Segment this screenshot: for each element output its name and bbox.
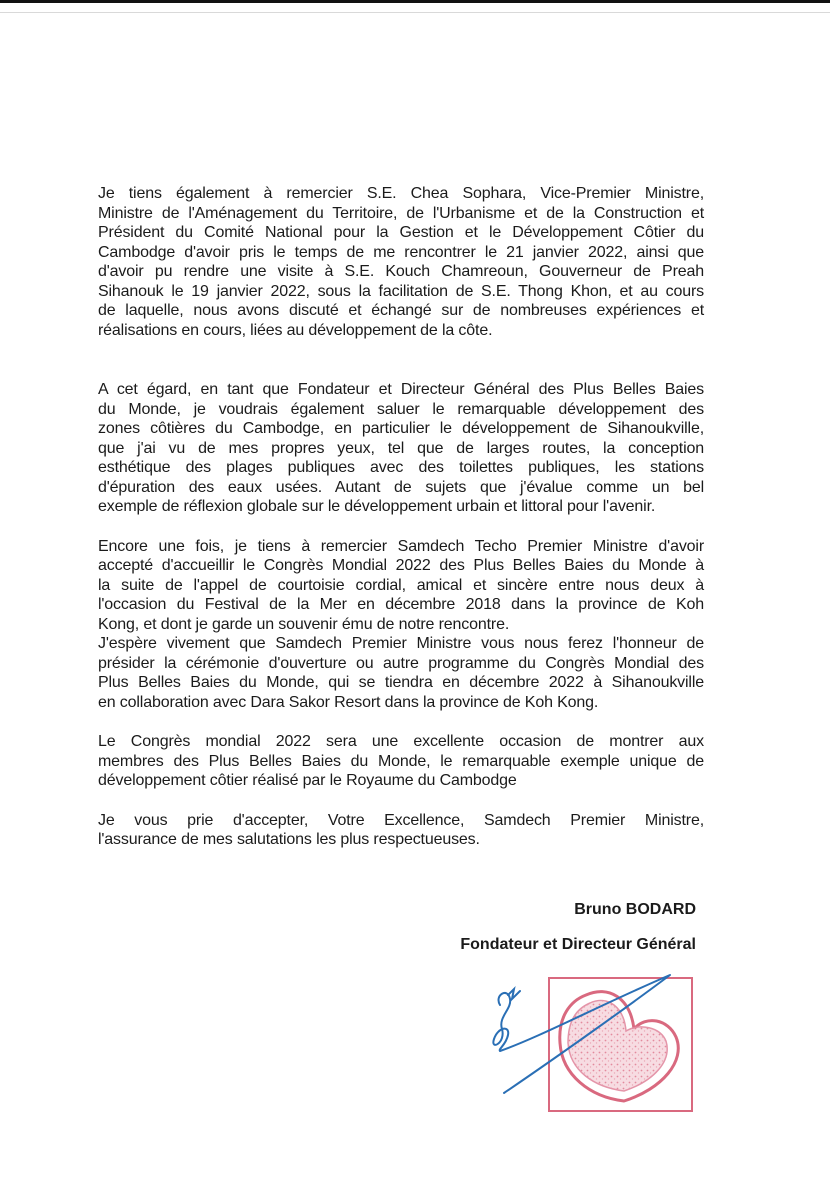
text-line: Sihanouk le 19 janvier 2022, sous la facilitation de S.E. Thong Khon, et au cours bbox=[98, 282, 704, 300]
text-line: présider la cérémonie d'ouverture ou autre programme du Congrès Mondial des bbox=[98, 654, 704, 672]
handwritten-signature bbox=[480, 965, 700, 1105]
text-line: que j'ai vu de mes propres yeux, tel que de larges routes, la conception bbox=[98, 439, 704, 457]
text-line: Le Congrès mondial 2022 sera une excellente occasion de montrer aux bbox=[98, 733, 704, 750]
text-line: Encore une fois, je tiens à remercier Samdech Techo Premier Ministre d'avoir bbox=[98, 537, 704, 555]
paragraph-congress-occasion bbox=[98, 732, 704, 791]
scan-top-edge bbox=[0, 0, 830, 3]
paragraph-congress-invitation bbox=[98, 537, 704, 713]
text-line: Cambodge d'avoir pris le temps de me rencontrer le 21 janvier 2022, ainsi que bbox=[98, 243, 704, 261]
paragraph-coastal-development bbox=[98, 380, 704, 517]
text-line: l'occasion du Festival de la Mer en décembre 2018 dans la province de Koh bbox=[98, 596, 704, 613]
signatory-title: Fondateur et Directeur Général bbox=[460, 936, 696, 953]
text-line: membres des Plus Belles Baies du Monde, le remarquable exemple unique de bbox=[98, 752, 704, 770]
text-line: Je vous prie d'accepter, Votre Excellence, Samdech Premier Ministre, bbox=[98, 811, 704, 829]
text-line: A cet égard, en tant que Fondateur et Directeur Général des Plus Belles Baies bbox=[98, 381, 704, 398]
text-line: Plus Belles Baies du Monde, qui se tiendra en décembre 2022 à Sihanoukville bbox=[98, 674, 704, 691]
scan-fold-line bbox=[0, 12, 830, 13]
signature-block bbox=[460, 900, 696, 955]
text-line: d'épuration des eaux usées. Autant de sujets que j'évalue comme un bel bbox=[98, 478, 704, 496]
text-line: Kong, et dont je garde un souvenir ému de notre rencontre. bbox=[98, 615, 510, 633]
text-line: l'assurance de mes salutations les plus respectueuses. bbox=[98, 831, 480, 848]
text-line: accepté d'accueillir le Congrès Mondial 2022 des Plus Belles Baies du Monde à bbox=[98, 557, 704, 574]
text-line: en collaboration avec Dara Sakor Resort dans la province de Koh Kong. bbox=[98, 693, 599, 711]
text-line: Ministre de l'Aménagement du Territoire, de l'Urbanisme et de la Construction et bbox=[98, 204, 704, 222]
text-line: d'avoir pu rendre une visite à S.E. Kouch Chamreoun, Gouverneur de Preah bbox=[98, 263, 704, 280]
text-line: esthétique des plages publiques avec des toilettes publiques, les stations bbox=[98, 459, 704, 476]
paragraph-thanks-chea-sophara bbox=[98, 184, 704, 340]
paragraph-closing bbox=[98, 811, 704, 850]
letter-body bbox=[98, 184, 704, 850]
text-line: du Monde, je voudrais également saluer le remarquable développement des bbox=[98, 400, 704, 418]
text-line: exemple de réflexion globale sur le développement urbain et littoral pour l'avenir. bbox=[98, 498, 656, 515]
signatory-name: Bruno BODARD bbox=[574, 901, 696, 918]
text-line: la suite de l'appel de courtoisie cordial, amical et sincère entre nous deux à bbox=[98, 576, 704, 594]
text-line: développement côtier réalisé par le Royaume du Cambodge bbox=[98, 772, 517, 789]
text-line: de laquelle, nous avons discuté et échangé sur de nombreuses expériences et bbox=[98, 302, 704, 319]
text-line: Président du Comité National pour la Gestion et le Développement Côtier du bbox=[98, 224, 704, 241]
text-line: Je tiens également à remercier S.E. Chea Sophara, Vice-Premier Ministre, bbox=[98, 185, 704, 202]
text-line: zones côtières du Cambodge, en particulier le développement de Sihanoukville, bbox=[98, 420, 704, 437]
text-line: réalisations en cours, liées au développement de la côte. bbox=[98, 321, 493, 339]
text-line: J'espère vivement que Samdech Premier Ministre vous nous ferez l'honneur de bbox=[98, 635, 704, 652]
